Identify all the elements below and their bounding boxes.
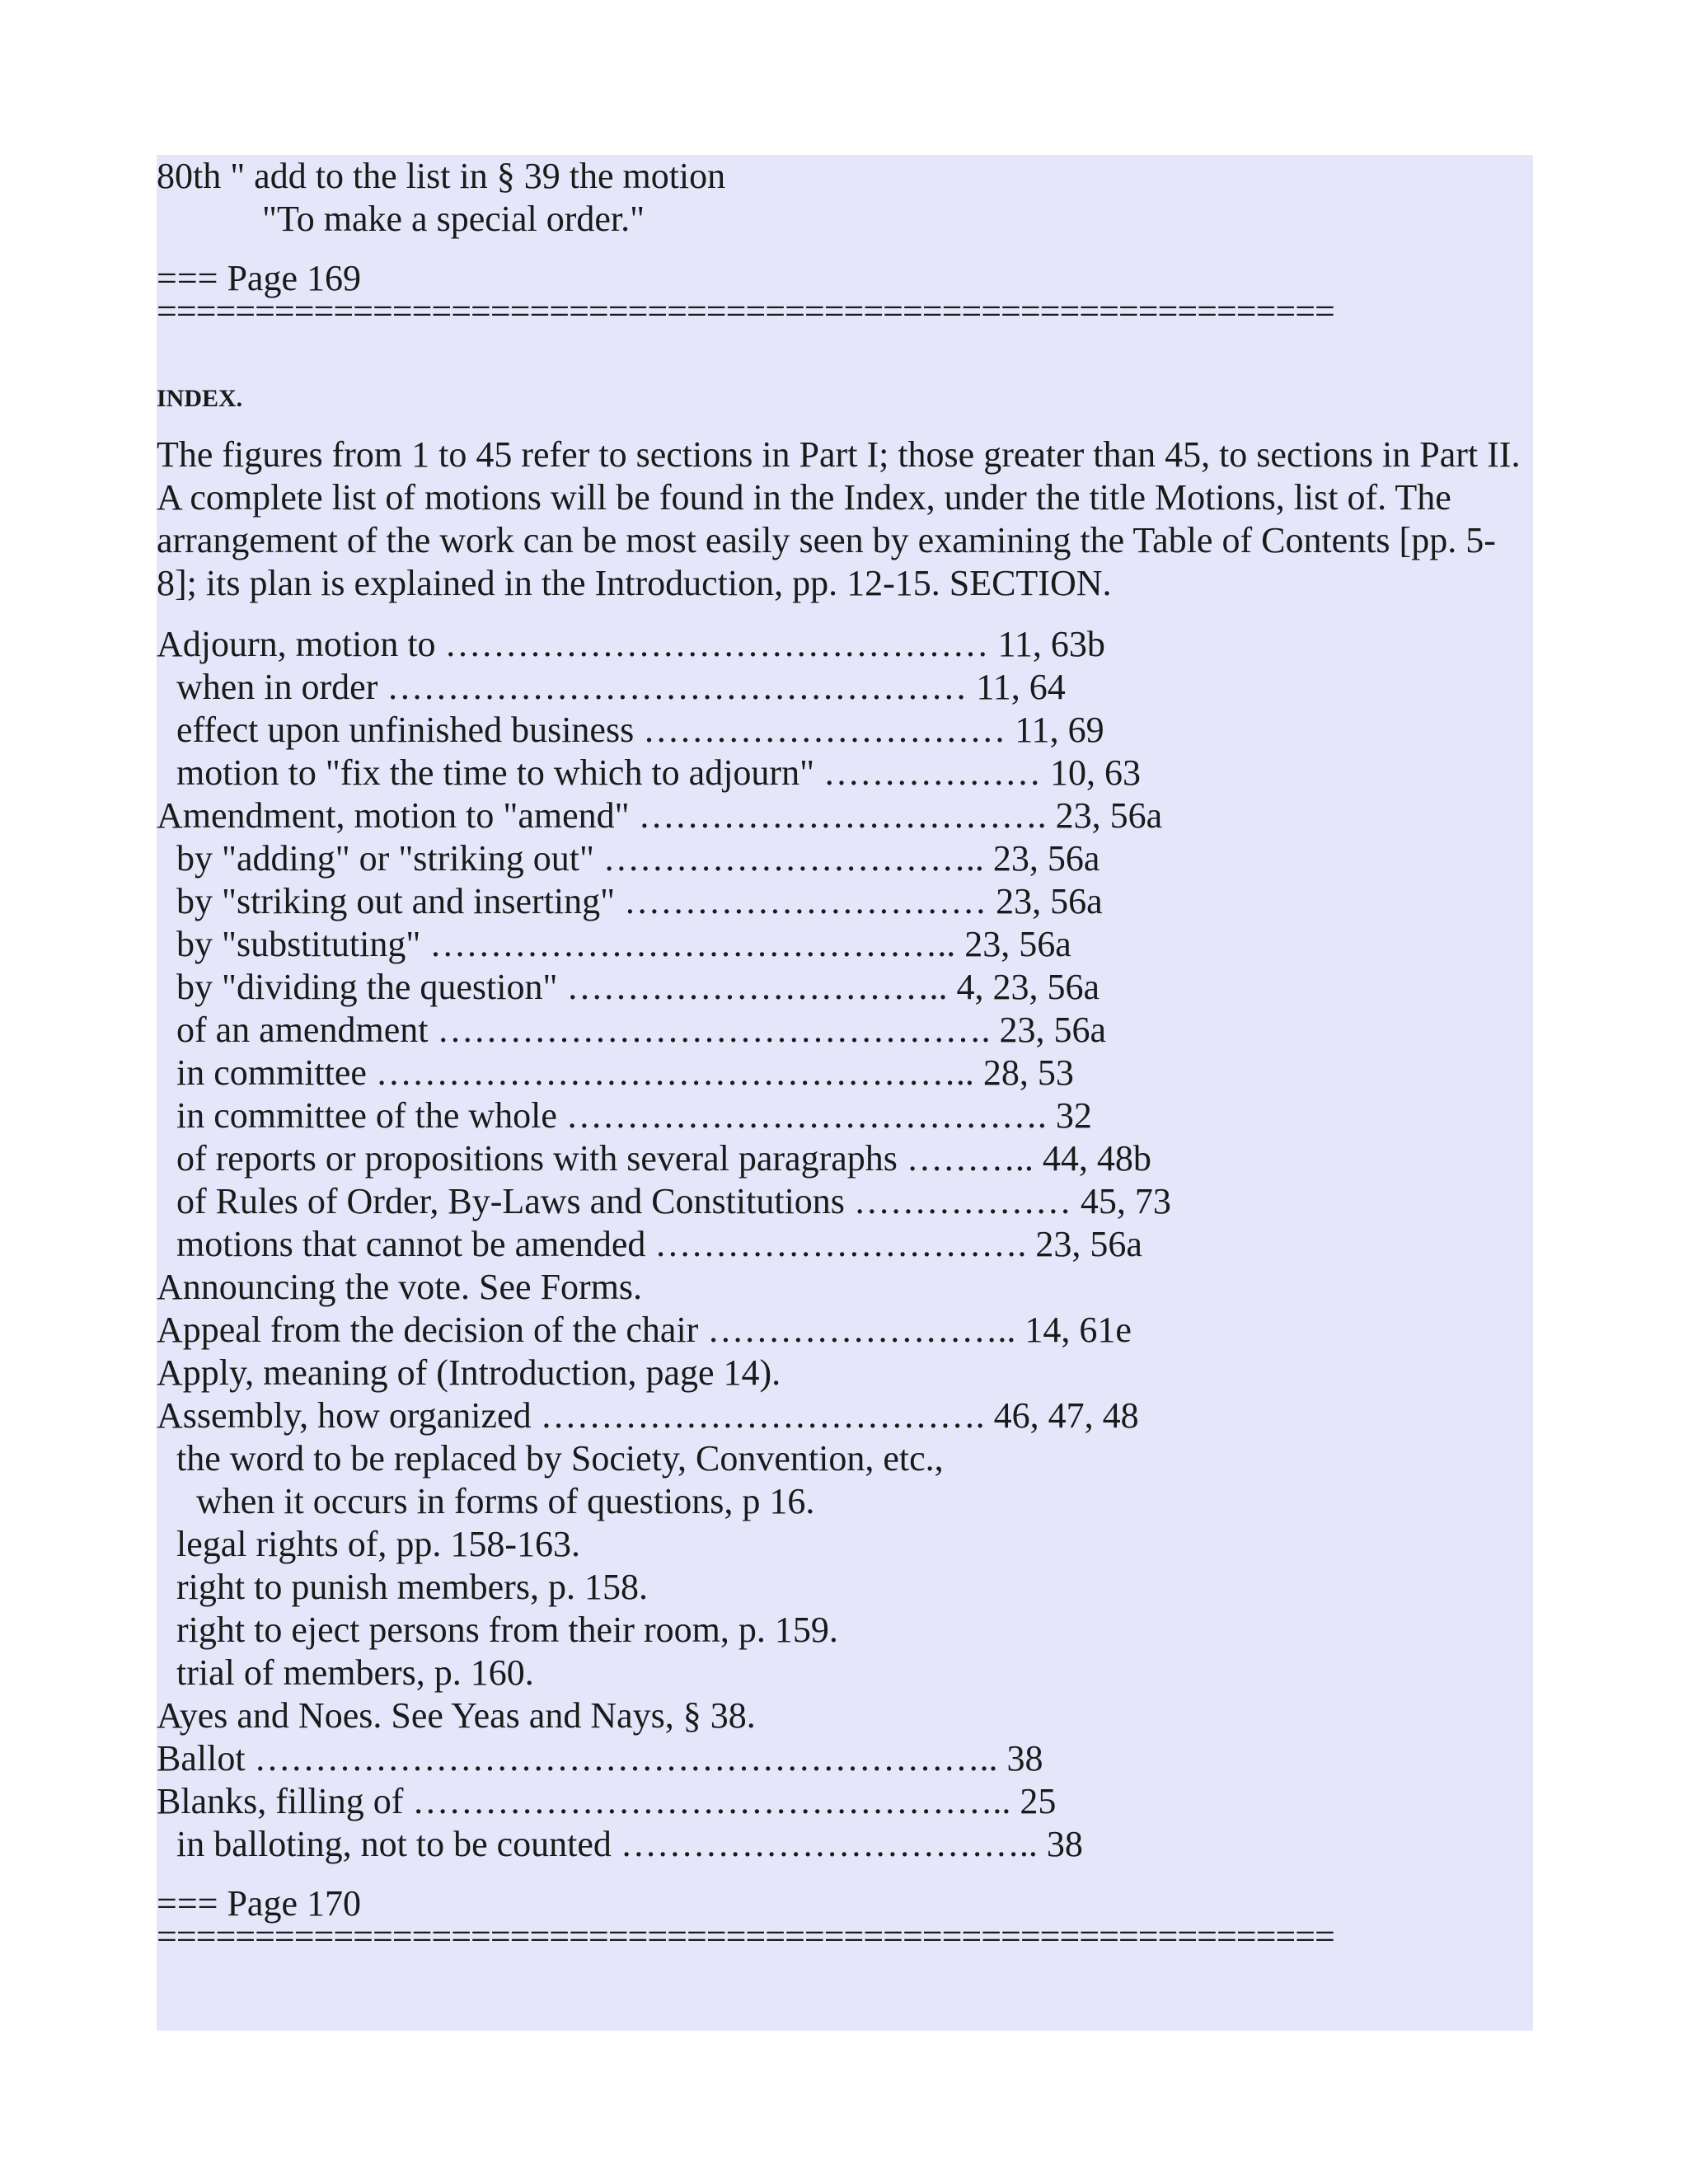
index-entry: of Rules of Order, By-Laws and Constitutions ……………… 45, 73	[176, 1181, 1171, 1221]
index-entry: Appeal from the decision of the chair …………………….. 14, 61e	[157, 1310, 1132, 1350]
index-entry: in balloting, not to be counted …………………………….. 38	[176, 1824, 1083, 1864]
index-entry: of an amendment ………………………………………. 23, 56a	[176, 1010, 1106, 1050]
index-entry: the word to be replaced by Society, Convention, etc.,	[176, 1438, 944, 1479]
separator-rule: ============================================================	[157, 1925, 1334, 1950]
index-entry: of reports or propositions with several paragraphs ……….. 44, 48b	[176, 1138, 1151, 1179]
index-entry: in committee ………………………………………….. 28, 53	[176, 1052, 1074, 1093]
index-intro: The figures from 1 to 45 refer to sections in Part I; those greater than 45, to sections in Part II. A complete list of motions will be found in the Index, under the title Motions, list of. The arrangement of the work can be most easily seen by examining the Table of Contents [pp. 5-8]; its plan is explained in the Introduction, pp. 12-15. SECTION.	[157, 434, 1521, 603]
errata-line: 80th " add to the list in § 39 the motion	[157, 156, 726, 196]
index-entry: motions that cannot be amended …………………………. 23, 56a	[176, 1224, 1142, 1264]
page-marker: === Page 170	[157, 1883, 361, 1924]
index-entry: Apply, meaning of (Introduction, page 14).	[157, 1352, 781, 1393]
index-entry: right to eject persons from their room, p. 159.	[176, 1610, 838, 1650]
index-heading: INDEX.	[157, 385, 243, 412]
page-marker: === Page 169	[157, 258, 361, 298]
index-entry: Assembly, how organized ………………………………. 46, 47, 48	[157, 1395, 1139, 1436]
index-entry: when it occurs in forms of questions, p 16.	[196, 1481, 815, 1521]
index-entry: by "substituting" …………………………………….. 23, 56a	[176, 924, 1071, 964]
document-content	[157, 155, 1533, 1950]
index-entry: Ballot …………………………………………………….. 38	[157, 1738, 1043, 1779]
index-entry: Amendment, motion to "amend" ……………………………. 23, 56a	[157, 795, 1163, 836]
index-entry: Ayes and Noes. See Yeas and Nays, § 38.	[157, 1695, 756, 1736]
errata-quote: "To make a special order."	[262, 199, 645, 239]
index-entry: by "dividing the question" ………………………….. 4, 23, 56a	[176, 967, 1100, 1007]
index-entry: in committee of the whole …………………………………. 32	[176, 1095, 1092, 1136]
document-page	[157, 155, 1533, 2031]
index-entries	[157, 623, 1533, 1866]
index-entry: by "striking out and inserting" ………………………… 23, 56a	[176, 881, 1103, 921]
index-entry: legal rights of, pp. 158-163.	[176, 1524, 581, 1564]
index-entry: effect upon unfinished business ………………………… 11, 69	[176, 710, 1104, 750]
separator-rule: ============================================================	[157, 300, 1334, 325]
index-entry: Adjourn, motion to ……………………………………… 11, 63b	[157, 624, 1105, 664]
index-entry: when in order ………………………………………… 11, 64	[176, 667, 1066, 707]
index-entry: trial of members, p. 160.	[176, 1652, 534, 1693]
index-entry: right to punish members, p. 158.	[176, 1567, 648, 1607]
index-entry: Blanks, filling of ………………………………………….. 25	[157, 1781, 1057, 1821]
index-entry: by "adding" or "striking out" ………………………….. 23, 56a	[176, 838, 1100, 879]
index-entry: Announcing the vote. See Forms.	[157, 1267, 643, 1307]
index-entry: motion to "fix the time to which to adjourn" ……………… 10, 63	[176, 752, 1142, 793]
